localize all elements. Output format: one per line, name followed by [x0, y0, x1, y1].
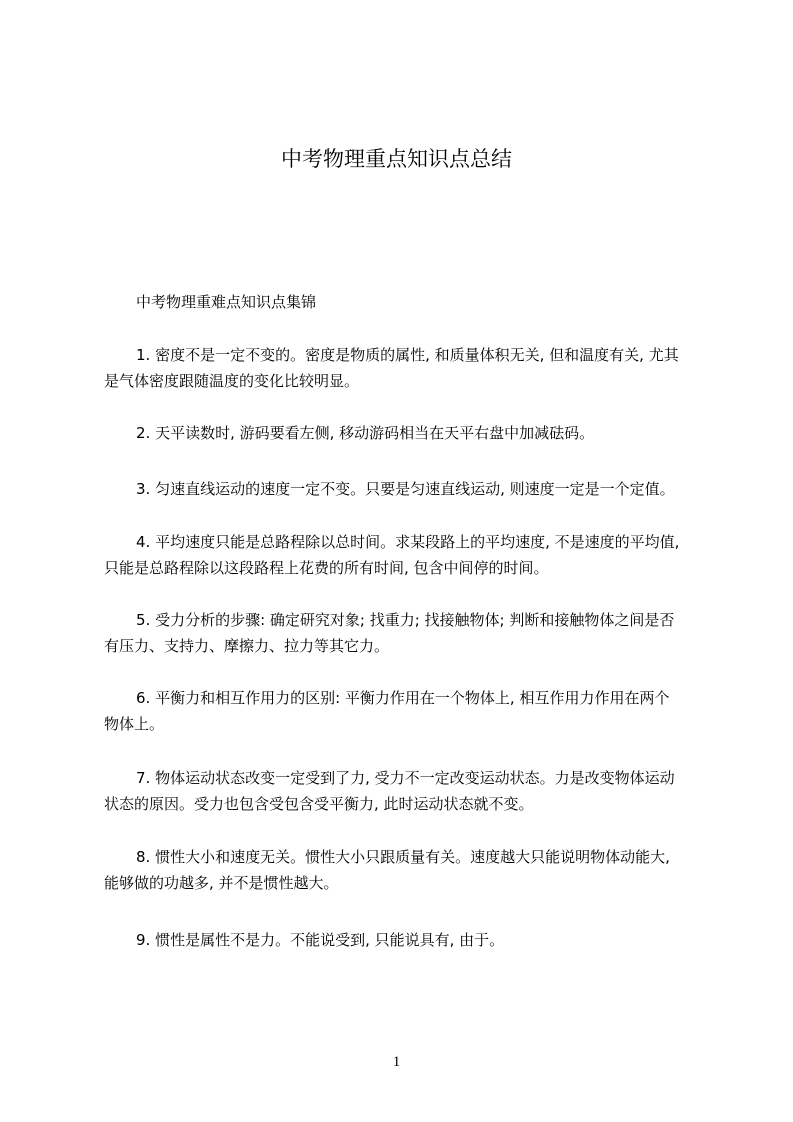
paragraph-line: 6. 平衡力和相互作用力的区别: 平衡力作用在一个物体上, 相互作用力作用在两个 [136, 689, 670, 707]
paragraph-line: 能够做的功越多, 并不是惯性越大。 [104, 874, 339, 892]
paragraph-line: 4. 平均速度只能是总路程除以总时间。求某段路上的平均速度, 不是速度的平均值, [136, 533, 680, 551]
section-heading [104, 289, 716, 315]
paragraph-line: 5. 受力分析的步骤: 确定研究对象; 找重力; 找接触物体; 判断和接触物体之间是否 [136, 611, 675, 629]
paragraph-line: 7. 物体运动状态改变一定受到了力, 受力不一定改变运动状态。力是改变物体运动 [136, 769, 675, 787]
paragraph-line: 3. 匀速直线运动的速度一定不变。只要是匀速直线运动, 则速度一定是一个定值。 [136, 480, 675, 498]
paragraph-5 [104, 607, 716, 659]
paragraph-3 [104, 476, 716, 502]
paragraph-line: 只能是总路程除以这段路程上花费的所有时间, 包含中间停的时间。 [104, 559, 549, 577]
paragraph-line: 有压力、支持力、摩擦力、拉力等其它力。 [104, 637, 390, 655]
paragraph-line: 1. 密度不是一定不变的。密度是物质的属性, 和质量体积无关, 但和温度有关, 尤其 [136, 346, 679, 364]
paragraph-line: 物体上。 [104, 715, 165, 733]
paragraph-9 [104, 927, 716, 953]
paragraph-2 [104, 420, 716, 446]
paragraph-line: 2. 天平读数时, 游码要看左侧, 移动游码相当在天平右盘中加减砝码。 [136, 424, 595, 442]
paragraph-line: 8. 惯性大小和速度无关。惯性大小只跟质量有关。速度越大只能说明物体动能大, [136, 848, 670, 866]
paragraph-4 [104, 529, 716, 581]
section-heading-text: 中考物理重难点知识点集锦 [136, 293, 317, 311]
page-number: 1 [392, 1054, 401, 1070]
document-title: 中考物理重点知识点总结 [281, 147, 512, 171]
paragraph-line: 9. 惯性是属性不是力。不能说受到, 只能说具有, 由于。 [136, 931, 505, 949]
paragraph-8 [104, 844, 716, 896]
paragraph-6 [104, 685, 716, 737]
paragraph-7 [104, 765, 716, 817]
paragraph-line: 是气体密度跟随温度的变化比较明显。 [104, 372, 360, 390]
paragraph-1 [104, 342, 716, 394]
paragraph-line: 状态的原因。受力也包含受包含受平衡力, 此时运动状态就不变。 [104, 795, 534, 813]
